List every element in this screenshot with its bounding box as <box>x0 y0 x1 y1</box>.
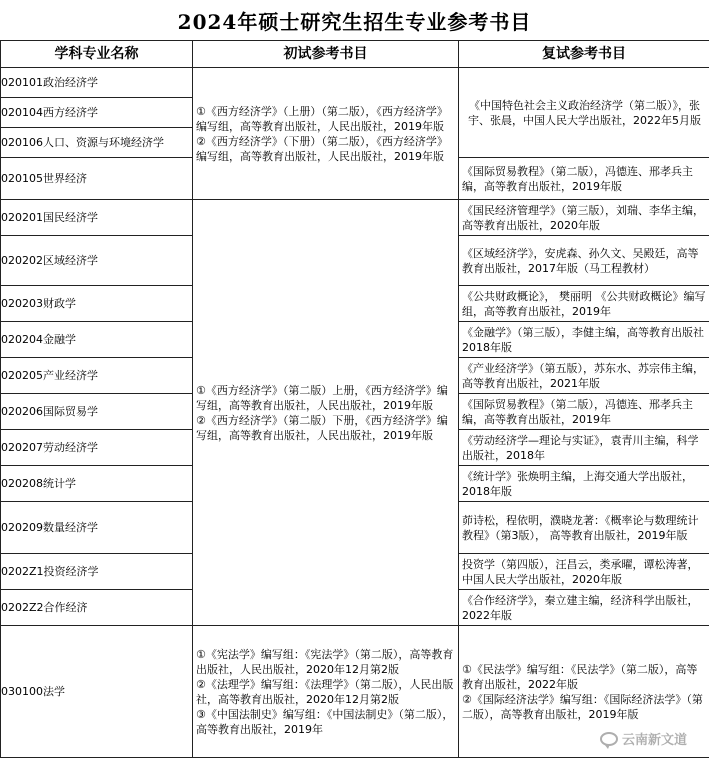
retest-ref-text: 《国民经济管理学》（第三版），刘瑞、李华主编，高等教育出版社，2020年版 <box>462 203 704 232</box>
watermark <box>600 729 687 748</box>
subject-cell: 020201国民经济学 <box>1 200 193 236</box>
initial-ref-text: ①《宪法学》编写组：《宪法学》（第二版），高等教育出版社，人民出版社，2020年12月第2版 ②《法理学》编写组：《法理学》（第二版），人民出版社，高等教育出版社，2020年12月第2版 ③《中国法制史》编写组：《中国法制史》（第二版），高等教育出版社，2019年 <box>196 647 454 736</box>
subject-cell: 020205产业经济学 <box>1 358 193 394</box>
chat-bubble-icon <box>600 732 618 746</box>
retest-ref-text: 《统计学》张焕明主编，上海交通大学出版社，2018年版 <box>462 469 693 498</box>
initial-ref-cell <box>193 68 459 200</box>
retest-ref-cell <box>459 236 709 286</box>
retest-ref-text: 投资学（第四版），汪昌云，类承曜，谭松涛著，中国人民大学出版社，2020年版 <box>462 557 699 586</box>
retest-ref-cell <box>459 322 709 358</box>
header-initial: 初试参考书目 <box>193 41 459 68</box>
retest-ref-text: ①《民法学》编写组：《民法学》（第二版），高等教育出版社，2022年版 ②《国际经济法学》编写组：《国际经济法学》（第二版），高等教育出版社，2019年版 <box>462 662 703 721</box>
retest-ref-text: 《金融学》（第三版），李健主编，高等教育出版社2018年版 <box>462 325 704 354</box>
retest-ref-cell <box>459 394 709 430</box>
initial-ref-text: ①《西方经济学》（第二版）上册，《西方经济学》编写组，高等教育出版社，人民出版社，2019年版 ②《西方经济学》（第二版）下册，《西方经济学》编写组，高等教育出版社，人民出版社，2019年版 <box>196 383 448 442</box>
retest-ref-text: 《中国特色社会主义政治经济学（第二版）》，张宇、张晨，中国人民大学出版社，2022年5月版 <box>468 98 701 127</box>
retest-ref-cell <box>459 466 709 502</box>
subject-cell: 020206国际贸易学 <box>1 394 193 430</box>
subject-cell: 0202Z2合作经济 <box>1 590 193 626</box>
retest-ref-text: 《劳动经济学—理论与实证》，袁青川主编，科学出版社，2018年 <box>462 433 699 462</box>
retest-ref-cell <box>459 430 709 466</box>
subject-cell: 020101政治经济学 <box>1 68 193 98</box>
subject-cell: 020202区域经济学 <box>1 236 193 286</box>
initial-ref-cell <box>193 200 459 626</box>
reference-table <box>0 40 709 758</box>
retest-ref-text: 《国际贸易教程》（第二版），冯德连、邢孝兵主编，高等教育出版社，2019年 <box>462 397 693 426</box>
retest-ref-cell <box>459 358 709 394</box>
initial-ref-text: ①《西方经济学》（上册）（第二版），《西方经济学》编写组，高等教育出版社，人民出版社，2019年版 ②《西方经济学》（下册）（第二版），《西方经济学》编写组，高等教育出版社，人民出版社，2019年版 <box>196 104 448 163</box>
watermark-text: 云南新文道 <box>621 733 687 748</box>
subject-cell: 020105世界经济 <box>1 158 193 200</box>
retest-ref-cell <box>459 502 709 554</box>
retest-ref-text: 《合作经济学》，秦立建主编，经济科学出版社，2022年版 <box>462 593 699 622</box>
subject-cell: 020208统计学 <box>1 466 193 502</box>
retest-ref-cell <box>459 590 709 626</box>
page-title: 2024年硕士研究生招生专业参考书目 <box>177 9 532 34</box>
retest-ref-text: 《产业经济学》（第五版），苏东水、苏宗伟主编，高等教育出版社，2021年版 <box>462 361 704 390</box>
subject-cell: 020203财政学 <box>1 286 193 322</box>
subject-cell: 020207劳动经济学 <box>1 430 193 466</box>
subject-cell: 020106人口、资源与环境经济学 <box>1 128 193 158</box>
retest-ref-cell <box>459 68 709 158</box>
initial-ref-cell <box>193 626 459 758</box>
subject-cell: 030100法学 <box>1 626 193 758</box>
retest-ref-cell <box>459 286 709 322</box>
header-subject: 学科专业名称 <box>1 41 193 68</box>
subject-cell: 0202Z1投资经济学 <box>1 554 193 590</box>
retest-ref-cell <box>459 200 709 236</box>
table-row <box>1 68 709 98</box>
subject-cell: 020209数量经济学 <box>1 502 193 554</box>
retest-ref-text: 《公共财政概论》， 樊丽明 《公共财政概论》编写组，高等教育出版社，2019年 <box>462 289 706 318</box>
retest-ref-text: 茆诗松，程依明，濮晓龙著：《概率论与数理统计教程》（第3版）， 高等教育出版社，2019年版 <box>462 513 699 542</box>
table-row <box>1 200 709 236</box>
header-retest: 复试参考书目 <box>459 41 709 68</box>
retest-ref-cell <box>459 158 709 200</box>
retest-ref-cell <box>459 554 709 590</box>
table-header-row <box>1 41 709 68</box>
retest-ref-text: 《区域经济学》，安虎森、孙久文、吴殿廷，高等教育出版社，2017年版（马工程教材） <box>462 246 699 275</box>
retest-ref-text: 《国际贸易教程》（第二版），冯德连、邢孝兵主编，高等教育出版社，2019年版 <box>462 164 693 193</box>
subject-cell: 020104西方经济学 <box>1 98 193 128</box>
subject-cell: 020204金融学 <box>1 322 193 358</box>
